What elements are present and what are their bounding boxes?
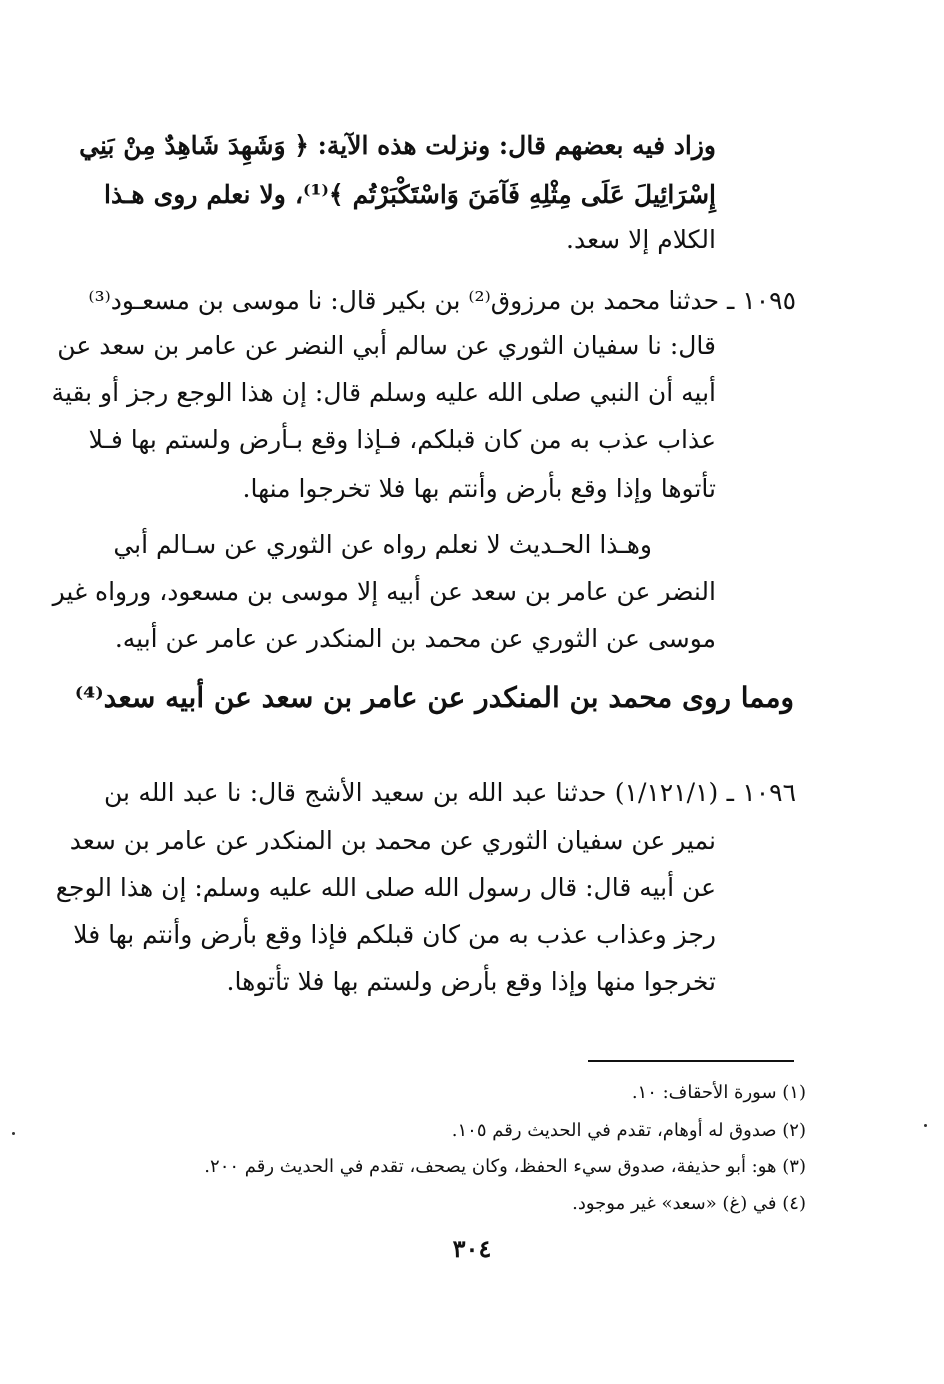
commentary-line-2: النضر عن عامر بن سعد عن أبيه إلا موسى بن مسعود، ورواه غير <box>52 577 716 606</box>
hadith-1095-line-2: قال: نا سفيان الثوري عن سالم أبي النضر عن عامر بن سعد عن <box>57 331 716 360</box>
intro-line-3: الكلام إلا سعد. <box>566 225 716 254</box>
hadith-1096-line-3: عن أبيه قال: قال رسول الله صلى الله عليه وسلم: إن هذا الوجع <box>55 873 716 902</box>
hadith-1095-line-3: أبيه أن النبي صلى الله عليه وسلم قال: إن هذا الوجع رجز أو بقية <box>51 378 716 407</box>
commentary-line-3: موسى عن الثوري عن محمد بن المنكدر عن عامر عن أبيه. <box>114 624 716 653</box>
intro-line-2: إِسْرَائِيلَ عَلَى مِثْلِهِ فَآمَنَ وَاسْتَكْبَرْتُم ﴾⁽¹⁾، ولا نعلم روى هـذا <box>104 180 716 209</box>
hadith-1096-line-5: تخرجوا منها وإذا وقع بأرض ولستم بها فلا تأتوها. <box>226 967 716 996</box>
hadith-1096-line-1: ١٠٩٦ ـ (١/١٢١/١) حدثنا عبد الله بن سعيد الأشج قال: نا عبد الله بن <box>104 778 796 807</box>
hadith-1095-line-4: عذاب عذب به من كان قبلكم، فـإذا وقع بـأرض ولستم بها فـلا <box>88 425 716 454</box>
page-number: ٣٠٤ <box>452 1234 492 1263</box>
scan-speck <box>924 1124 927 1127</box>
commentary-line-1: وهـذا الحـديث لا نعلم رواه عن الثوري عن سـالم أبي <box>113 530 652 559</box>
hadith-1096-line-4: رجز وعذاب عذب به من كان قبلكم فإذا وقع بأرض وأنتم بها فلا <box>73 920 716 949</box>
footnote-2: (٢) صدوق له أوهام، تقدم في الحديث رقم ١٠٥. <box>451 1120 806 1141</box>
hadith-1096-line-2: نمير عن سفيان الثوري عن محمد بن المنكدر عن عامر بن سعد <box>69 826 716 855</box>
footnote-4: (٤) في (غ) «سعد» غير موجود. <box>572 1193 806 1214</box>
footnote-1: (١) سورة الأحقاف: ١٠. <box>631 1082 806 1103</box>
intro-line-1: وزاد فيه بعضهم قال: ونزلت هذه الآية: ﴿ وَشَهِدَ شَاهِدٌ مِنْ بَنِي <box>79 131 716 160</box>
hadith-1095-line-5: تأتوها وإذا وقع بأرض وأنتم بها فلا تخرجوا منها. <box>242 474 716 503</box>
scan-speck <box>12 1132 15 1135</box>
footnote-3: (٣) هو: أبو حذيفة، صدوق سيء الحفظ، وكان يصحف، تقدم في الحديث رقم ٢٠٠. <box>204 1156 806 1177</box>
section-heading: ومما روى محمد بن المنكدر عن عامر بن سعد عن أبيه سعد⁽⁴⁾ <box>74 681 794 714</box>
hadith-1095-line-1: ١٠٩٥ ـ حدثنا محمد بن مرزوق⁽²⁾ بن بكير قال: نا موسى بن مسعـود⁽³⁾ <box>88 286 796 315</box>
footnote-separator <box>588 1060 794 1062</box>
